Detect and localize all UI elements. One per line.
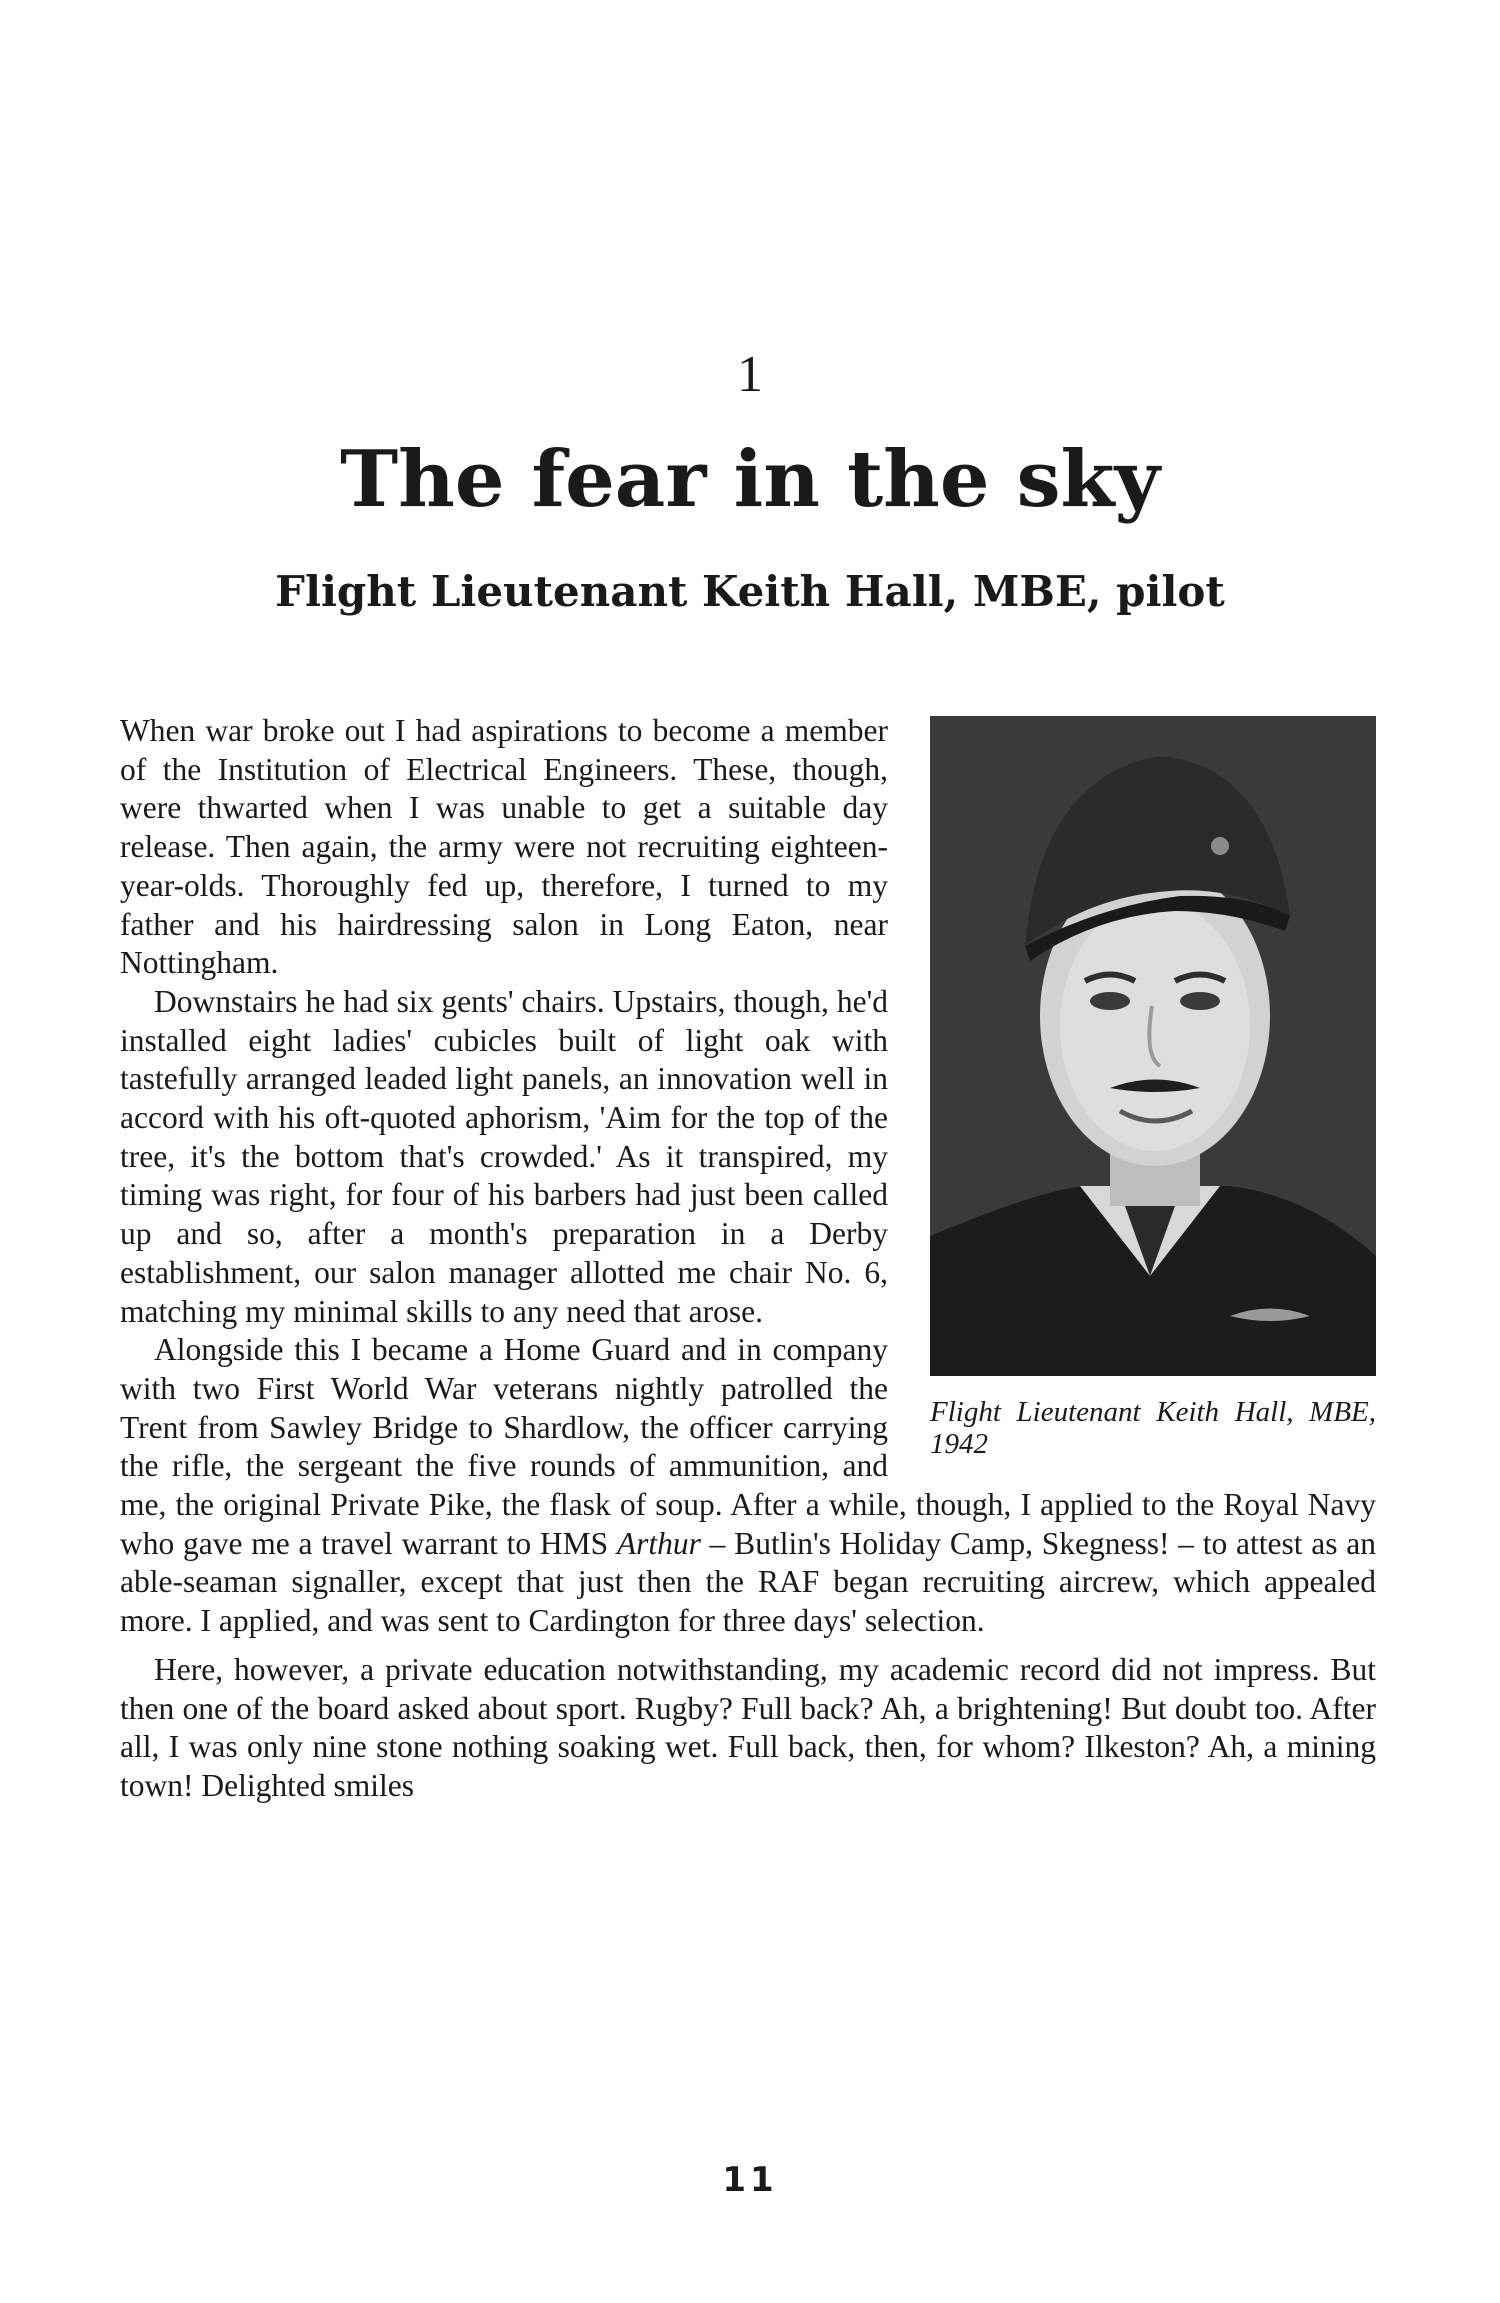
body-text — [120, 712, 1376, 1806]
paragraph-3-part-2: – Butlin's Holiday Camp, Skegness! – to attest as an able-seaman signaller, except that just then the RAF began recruiting aircrew, which appealed more. I applied, and was sent to Cardington for three days' selection. — [120, 1525, 1376, 1639]
chapter-title: The fear in the sky — [340, 434, 1160, 525]
page-number: 11 — [722, 2160, 778, 2200]
ship-name: Arthur — [616, 1525, 701, 1561]
photo-figure — [930, 716, 1376, 1460]
paragraph-1: When war broke out I had aspirations to become a member of the Institution of Electrical Engineers. These, though, were thwarted when I was unable to get a suitable day release. Then again, the army were not recruiting eighteen-year-olds. Thoroughly fed up, therefore, I turned to my father and his hairdressing salon in Long Eaton, near Nottingham. — [120, 713, 888, 981]
paragraph-3-part-1: Alongside this I became a Home Guard and in company with two First World War veterans nightly patrolled the Trent from Sawley Bridge to Shardlow, the officer carrying the rifle, the sergeant the five rounds of ammunition, and me, the original Private Pike, the flask of soup. After a while, though, I applied to the Royal Navy who gave me a travel warrant to HMS — [120, 1332, 1376, 1561]
photo-caption: Flight Lieutenant Keith Hall, MBE, 1942 — [930, 1396, 1376, 1460]
portrait-photo — [930, 716, 1376, 1376]
paragraph-2: Downstairs he had six gents' chairs. Upstairs, though, he'd installed eight ladies' cubicles built of light oak with tastefully arranged leaded light panels, an innovation well in accord with his oft-quoted aphorism, 'Aim for the top of the tree, it's the bottom that's crowded.' As it transpired, my timing was right, for four of his barbers had just been called up and so, after a month's preparation in a Derby establishment, our salon manager allotted me chair No. 6, matching my minimal skills to any need that arose. — [120, 983, 888, 1329]
chapter-subtitle: Flight Lieutenant Keith Hall, MBE, pilot — [275, 567, 1225, 616]
chapter-number: 1 — [737, 346, 763, 403]
paragraph-4: Here, however, a private education notwithstanding, my academic record did not impress. But then one of the board asked about sport. Rugby? Full back? Ah, a brightening! But doubt too. After all, I was only nine stone nothing soaking wet. Full back, then, for whom? Ilkeston? Ah, a mining town! Delighted smiles — [120, 1651, 1376, 1803]
